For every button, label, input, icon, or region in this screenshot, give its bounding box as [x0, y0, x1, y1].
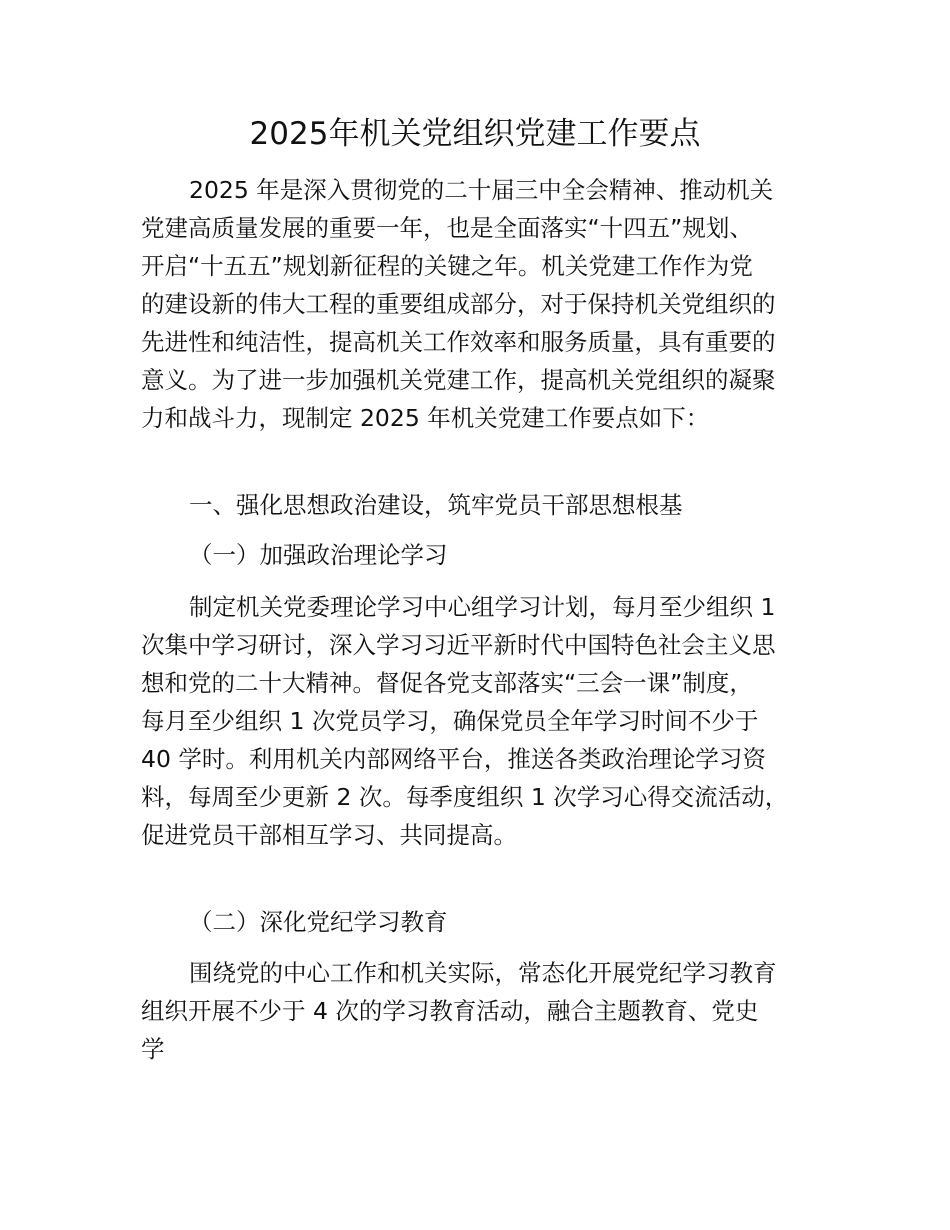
section-heading: 一、强化思想政治建设，筑牢党员干部思想根基: [189, 491, 683, 519]
paragraph-line: 党建高质量发展的重要一年，也是全面落实“十四五”规划、: [141, 214, 753, 242]
subsection-heading: （二）深化党纪学习教育: [189, 908, 448, 936]
paragraph-line: 的建设新的伟大工程的重要组成部分，对于保持机关党组织的: [141, 290, 776, 318]
paragraph-line: 组织开展不少于 4 次的学习教育活动，融合主题教育、党史: [141, 997, 759, 1025]
subsection-heading: （一）加强政治理论学习: [189, 541, 448, 569]
paragraph-line: 先进性和纯洁性，提高机关工作效率和服务质量，具有重要的: [141, 328, 776, 356]
document-title: 2025年机关党组织党建工作要点: [249, 116, 701, 152]
paragraph-line: 2025 年是深入贯彻党的二十届三中全会精神、推动机关: [189, 176, 774, 204]
paragraph-line: 料，每周至少更新 2 次。每季度组织 1 次学习心得交流活动，: [141, 783, 789, 811]
paragraph-line: 每月至少组织 1 次党员学习，确保党员全年学习时间不少于: [141, 707, 759, 735]
paragraph-line: 开启“十五五”规划新征程的关键之年。机关党建工作作为党: [141, 252, 753, 280]
paragraph-line: 意义。为了进一步加强机关党建工作，提高机关党组织的凝聚: [141, 366, 776, 394]
paragraph-line: 围绕党的中心工作和机关实际，常态化开展党纪学习教育: [189, 959, 777, 987]
paragraph-line: 学: [141, 1035, 165, 1063]
paragraph-line: 促进党员干部相互学习、共同提高。: [141, 821, 517, 849]
paragraph-line: 40 学时。利用机关内部网络平台，推送各类政治理论学习资: [141, 745, 766, 773]
paragraph-line: 想和党的二十大精神。督促各党支部落实“三会一课”制度，: [141, 669, 753, 697]
paragraph-line: 力和战斗力，现制定 2025 年机关党建工作要点如下：: [141, 404, 710, 432]
paragraph-line: 制定机关党委理论学习中心组学习计划，每月至少组织 1: [189, 593, 776, 621]
paragraph-line: 次集中学习研讨，深入学习习近平新时代中国特色社会主义思: [141, 631, 776, 659]
